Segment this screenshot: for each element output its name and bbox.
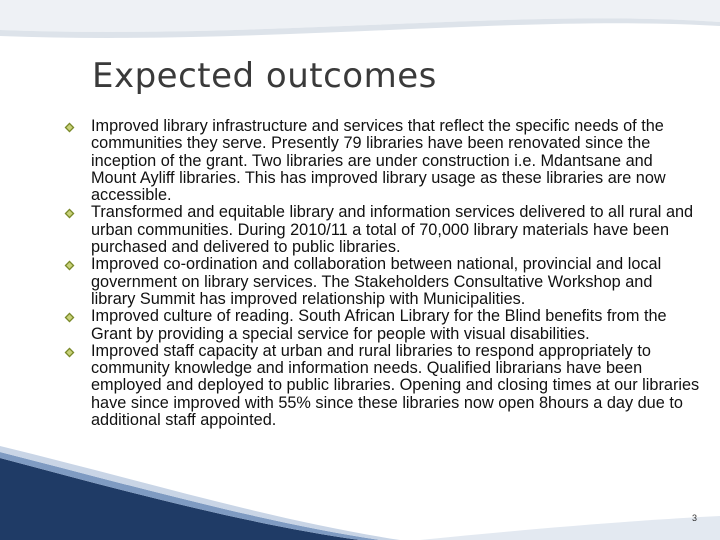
bullet-item xyxy=(60,118,700,204)
bullet-text: Transformed and equitable library and information services delivered to all rural and urban communities. During 2010/11 a total of 70,000 library materials have been purchased and delivered to public libraries. xyxy=(91,203,694,257)
bullet-item xyxy=(60,256,700,308)
diamond-bullet-icon xyxy=(64,312,75,323)
slide-title: Expected outcomes xyxy=(92,56,437,96)
bullet-item xyxy=(60,343,700,429)
diamond-bullet-icon xyxy=(64,208,75,219)
bullet-list xyxy=(60,118,700,429)
bullet-text: Improved co-ordination and collaboration between national, provincial and local government on library services. The Stakeholders Consultative Workshop and library Summit has improved relationship with Municipalities. xyxy=(91,255,662,308)
bullet-text: Improved culture of reading. South African Library for the Blind benefits from the Grant by providing a special service for people with visual disabilities. xyxy=(91,307,667,343)
diamond-bullet-icon xyxy=(64,122,75,133)
bullet-text: Improved library infrastructure and services that reflect the specific needs of the communities they serve. Presently 79 libraries have been renovated since the inception of the grant. Two libraries are under construction i.e. Mdantsane and Mount Ayliff libraries. This has improved library usage as these libraries are now accessible. xyxy=(91,117,666,205)
bullet-item xyxy=(60,204,700,256)
bullet-item xyxy=(60,308,700,343)
footer-swoosh-decoration xyxy=(0,430,720,540)
slide-number: 3 xyxy=(692,513,698,523)
bullet-text: Improved staff capacity at urban and rural libraries to respond appropriately to community knowledge and information needs. Qualified librarians have been employed and deployed to public libraries. Opening and closing times at our libraries have since improved with 55% since these libraries now open 8hours a day due to additional staff appointed. xyxy=(91,341,700,430)
diamond-bullet-icon xyxy=(64,347,75,358)
diamond-bullet-icon xyxy=(64,260,75,271)
